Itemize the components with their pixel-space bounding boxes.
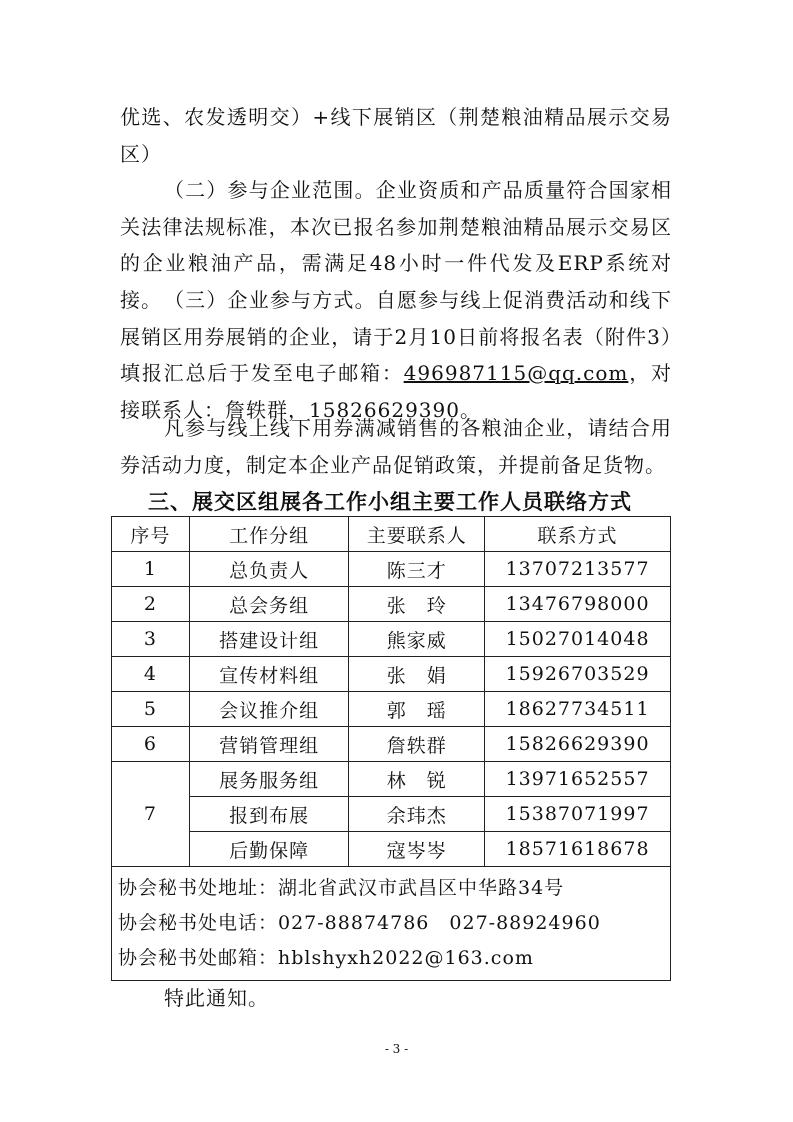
cell-contact: 陈三才 xyxy=(349,552,485,587)
table-row xyxy=(112,657,671,692)
cell-contact: 林 锐 xyxy=(349,762,485,797)
table-row xyxy=(112,797,671,832)
table-row xyxy=(112,587,671,622)
table-row xyxy=(112,692,671,727)
cell-contact: 郭 瑶 xyxy=(349,692,485,727)
paragraph-continuation xyxy=(120,99,672,172)
secretariat-info xyxy=(112,867,671,981)
cell-contact: 詹轶群 xyxy=(349,727,485,762)
paragraph-text: 凡参与线上线下用券满减销售的各粮油企业，请结合用券活动力度，制定本企业产品促销政策，并提前备足货物。 xyxy=(120,416,672,477)
cell-contact: 寇岑岑 xyxy=(349,832,485,867)
secretariat-address: 协会秘书处地址：湖北省武汉市武昌区中华路34号 xyxy=(118,877,565,899)
table-row xyxy=(112,832,671,867)
paragraph-promotion-policy xyxy=(120,410,672,483)
header-contact: 主要联系人 xyxy=(349,517,485,552)
table-row xyxy=(112,552,671,587)
table-footer-row xyxy=(112,867,671,981)
cell-group: 后勤保障 xyxy=(189,832,349,867)
contacts-table xyxy=(111,516,671,981)
secretariat-email: 协会秘书处邮箱：hblshyxh2022@163.com xyxy=(118,947,534,969)
cell-phone: 18571618678 xyxy=(485,832,671,867)
cell-phone: 15826629390 xyxy=(485,727,671,762)
header-group: 工作分组 xyxy=(189,517,349,552)
cell-group: 宣传材料组 xyxy=(189,657,349,692)
cell-phone: 13707213577 xyxy=(485,552,671,587)
cell-group: 会议推介组 xyxy=(189,692,349,727)
cell-no-merged: 7 xyxy=(112,762,190,867)
cell-no: 6 xyxy=(112,727,190,762)
closing-text: 特此通知。 xyxy=(164,986,269,1010)
cell-group: 总会务组 xyxy=(189,587,349,622)
table-row xyxy=(112,622,671,657)
cell-phone: 15926703529 xyxy=(485,657,671,692)
cell-group: 展务服务组 xyxy=(189,762,349,797)
email-link[interactable]: 496987115@qq.com xyxy=(403,361,629,385)
secretariat-phone: 协会秘书处电话：027-88874786 027-88924960 xyxy=(118,912,601,934)
cell-contact: 余玮杰 xyxy=(349,797,485,832)
cell-no: 3 xyxy=(112,622,190,657)
section-heading: 三、展交区组展各工作小组主要工作人员联络方式 xyxy=(148,490,632,514)
cell-phone: 13971652557 xyxy=(485,762,671,797)
cell-no: 5 xyxy=(112,692,190,727)
header-no: 序号 xyxy=(112,517,190,552)
cell-phone: 15027014048 xyxy=(485,622,671,657)
cell-no: 1 xyxy=(112,552,190,587)
paragraph-text: （二）参与企业范围。企业资质和产品质量符合国家相关法律法规标准，本次已报名参加荆楚粮油精品展示交易区的企业粮油产品，需满足48小时一件代发及ERP系统对接。 xyxy=(120,178,672,312)
table-header-row xyxy=(112,517,671,552)
table-row xyxy=(112,727,671,762)
cell-group: 营销管理组 xyxy=(189,727,349,762)
cell-group: 总负责人 xyxy=(189,552,349,587)
page-number: - 3 - xyxy=(384,1042,409,1056)
cell-phone: 18627734511 xyxy=(485,692,671,727)
cell-phone: 15387071997 xyxy=(485,797,671,832)
cell-contact: 张 娟 xyxy=(349,657,485,692)
cell-group: 搭建设计组 xyxy=(189,622,349,657)
cell-contact: 熊家威 xyxy=(349,622,485,657)
header-phone: 联系方式 xyxy=(485,517,671,552)
paragraph-text: （三）企业参与方式。自愿参与线上促消费活动和线下展销区用券展销的企业，请于2月10日前将报名表（附件3）填报汇总后于发至电子邮箱： xyxy=(120,288,672,385)
table-row xyxy=(112,762,671,797)
cell-contact: 张 玲 xyxy=(349,587,485,622)
paragraph-participation-method xyxy=(120,282,672,428)
cell-group: 报到布展 xyxy=(189,797,349,832)
cell-no: 4 xyxy=(112,657,190,692)
cell-phone: 13476798000 xyxy=(485,587,671,622)
cell-no: 2 xyxy=(112,587,190,622)
paragraph-text: 优选、农发透明交）+线下展销区（荆楚粮油精品展示交易区） xyxy=(120,105,672,166)
paragraph-text: ，对接联系人：詹轶群，15826629390。 xyxy=(120,361,673,422)
